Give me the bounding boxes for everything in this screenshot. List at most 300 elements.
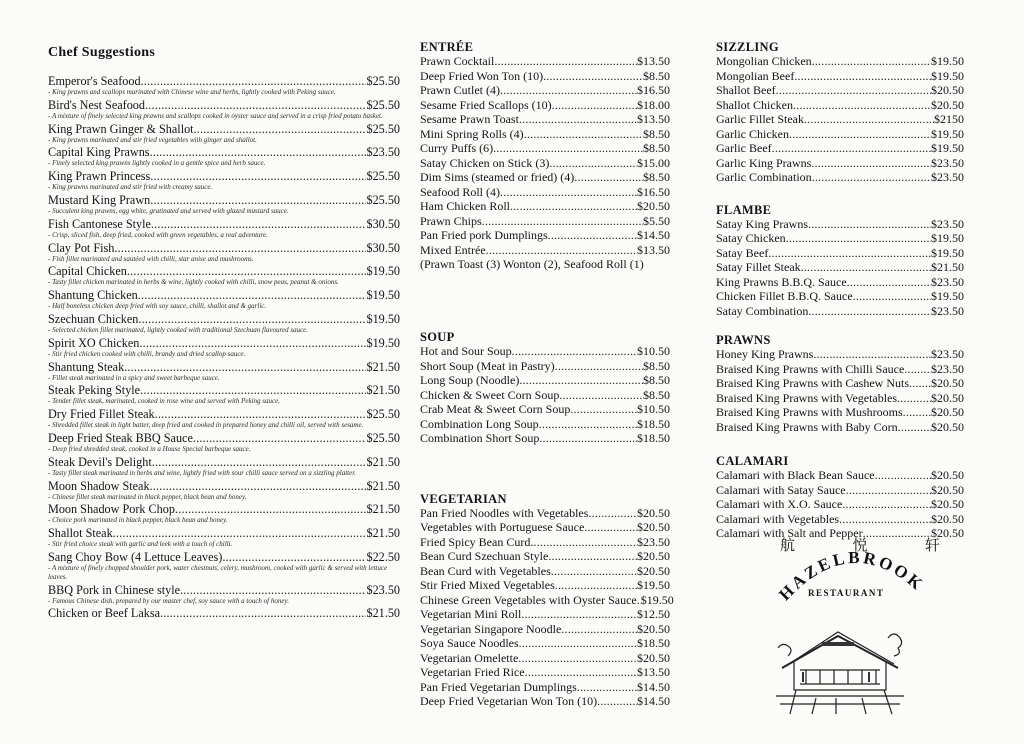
dot-leader <box>842 497 931 512</box>
item-price: $8.50 <box>643 126 670 141</box>
item-price: $20.50 <box>637 199 670 213</box>
item-price: $18.50 <box>637 636 670 650</box>
item-name: Dry Fried Fillet Steak <box>48 407 155 422</box>
dot-leader <box>543 69 643 84</box>
item-price: $30.50 <box>366 240 400 255</box>
dot-leader <box>804 112 934 127</box>
item-name: Short Soup (Meat in Pastry) <box>420 358 555 373</box>
menu-item-braised-king-prawns-with-cashew-nuts <box>716 376 964 391</box>
menu-item-moon-shadow-steak <box>48 479 400 493</box>
dot-leader <box>588 506 637 521</box>
menu-item-braised-king-prawns-with-vegetables <box>716 391 964 406</box>
item-price: $20.50 <box>931 83 964 97</box>
item-price: $23.50 <box>931 170 964 184</box>
middle-column <box>420 40 674 709</box>
item-name: Garlic Beef <box>716 141 772 155</box>
dot-leader <box>539 417 637 432</box>
logo-char-2: 悦 <box>852 536 868 554</box>
right-column <box>716 40 964 541</box>
menu-item-chinese-green-vegetables-with-oyster-sauce <box>420 592 674 608</box>
dot-leader <box>524 127 643 142</box>
menu-item-mustard-king-prawn <box>48 193 400 207</box>
menu-item-vegetarian-omelette <box>420 651 670 666</box>
menu-item-combination-short-soup <box>420 431 670 446</box>
menu-item-calamari-with-satay-sauce <box>716 483 964 498</box>
item-name: Calamari with Black Bean Sauce <box>716 468 875 482</box>
item-price: $8.50 <box>643 141 670 155</box>
item-price: $20.50 <box>931 468 964 482</box>
entree-title: ENTRÉE <box>420 40 474 54</box>
dot-leader <box>193 431 367 445</box>
item-name: Bean Curd with Vegetables <box>420 563 551 578</box>
dot-leader <box>772 141 931 156</box>
item-price: $21.50 <box>366 454 400 469</box>
prawns-list <box>716 347 964 434</box>
menu-item-mini-spring-rolls-4 <box>420 127 670 142</box>
item-description: - Fish fillet marinated and sautéed with chilli, star anise and mushrooms. <box>48 254 254 263</box>
menu-item-pan-fried-noodles-with-vegetables <box>420 506 670 521</box>
restaurant-building-icon <box>776 618 906 718</box>
item-price: $20.50 <box>931 497 964 511</box>
item-description: - Crisp, sliced fish, deep fried, cooked with green vegetables, a real adventure. <box>48 230 268 239</box>
item-price: $20.50 <box>931 405 964 419</box>
dot-leader <box>127 264 367 278</box>
item-description: - King prawns marinated and stir fried with creamy sauce. <box>48 183 213 192</box>
item-name: Braised King Prawns with Baby Corn <box>716 419 898 434</box>
menu-item-sesame-prawn-toast <box>420 112 670 127</box>
item-price: $21.50 <box>366 359 400 374</box>
dot-leader <box>151 217 367 231</box>
item-price: $21.50 <box>366 478 400 493</box>
menu-item-satay-chicken-on-stick-3 <box>420 156 670 171</box>
item-price: $21.50 <box>366 383 400 398</box>
menu-item-satay-beef <box>716 246 964 261</box>
dot-leader <box>853 289 931 304</box>
item-name: Shantung Steak <box>48 359 125 374</box>
item-price: $14.50 <box>637 228 670 242</box>
menu-item-bird-s-nest-seafood <box>48 98 400 112</box>
dot-leader <box>812 170 931 185</box>
item-name: Bean Curd Szechuan Style <box>420 549 549 563</box>
menu-item-garlic-fillet-steak <box>716 112 964 127</box>
dot-leader <box>811 156 931 171</box>
menu-item-garlic-beef <box>716 141 964 156</box>
menu-item-mongolian-chicken <box>716 54 964 69</box>
dot-leader <box>493 141 643 156</box>
item-name: Deep Fried Vegetarian Won Ton (10) <box>420 694 598 708</box>
item-name: Honey King Prawns <box>716 347 814 361</box>
item-description: - Deep fried shredded steak, cooked in a House Special barbeque sauce. <box>48 444 251 453</box>
item-name: Chicken or Beef Laksa <box>48 606 161 621</box>
dot-leader <box>548 228 637 243</box>
item-price: $19.50 <box>366 335 400 350</box>
dot-leader <box>519 636 637 651</box>
item-price: $22.50 <box>366 549 400 564</box>
menu-item-mixed-entr-e <box>420 243 670 258</box>
dot-leader <box>559 388 643 403</box>
item-name: King Prawn Princess <box>48 169 151 184</box>
item-description: - Shredded fillet steak in light batter, deep fried and cooked in prepared honey and chilli oil, served with sesame. <box>48 421 364 430</box>
item-name: Calamari with Satay Sauce <box>716 482 846 497</box>
item-price: $19.50 <box>640 592 674 607</box>
item-description: - Stir fried chicken cooked with chilli, brandy and dried scallop sauce. <box>48 349 246 358</box>
menu-item-soya-sauce-noodles <box>420 636 670 651</box>
menu-item-spirit-xo-chicken <box>48 336 400 350</box>
dot-leader <box>521 607 637 622</box>
menu-item-szechuan-chicken <box>48 312 400 326</box>
dot-leader <box>551 564 637 579</box>
item-price: $25.50 <box>366 192 400 207</box>
menu-item-deep-fried-won-ton-10 <box>420 69 670 84</box>
item-price: $25.50 <box>366 97 400 112</box>
dot-leader <box>150 169 366 183</box>
menu-item-fried-spicy-bean-curd <box>420 535 670 550</box>
item-name: Emperor's Seafood <box>48 74 141 88</box>
restaurant-logo <box>760 528 950 728</box>
dot-leader <box>530 535 637 550</box>
item-name: Shantung Chicken <box>48 288 138 303</box>
item-name: Pan Fried pork Dumplings <box>420 228 548 242</box>
item-price: $5.50 <box>643 213 670 228</box>
dot-leader <box>577 680 637 695</box>
item-price: $16.50 <box>637 83 670 97</box>
vegetarian-title: VEGETARIAN <box>420 491 507 506</box>
dot-leader <box>584 520 637 535</box>
dot-leader <box>519 112 637 127</box>
item-price: $23.50 <box>931 303 964 318</box>
dot-leader <box>574 170 643 185</box>
menu-item-curry-puffs-6 <box>420 141 670 156</box>
menu-item-sang-choy-bow-4-lettuce-leaves <box>48 550 400 564</box>
menu-item-deep-fried-steak-bbq-sauce <box>48 431 400 445</box>
item-name: Braised King Prawns with Vegetables <box>716 390 898 405</box>
menu-item-king-prawn-princess <box>48 169 400 183</box>
item-price: $10.50 <box>637 344 670 358</box>
item-price: $20.50 <box>931 511 964 526</box>
item-name: Satay Chicken on Stick (3) <box>420 155 550 170</box>
item-price: $25.50 <box>366 169 400 184</box>
menu-item-stir-fried-mixed-vegetables <box>420 578 670 593</box>
item-price: $20.50 <box>931 419 964 434</box>
dot-leader <box>813 347 931 362</box>
item-name: Shallot Steak <box>48 526 113 541</box>
menu-item-satay-chicken <box>716 231 964 246</box>
dot-leader <box>500 185 637 200</box>
item-price: $20.50 <box>931 482 964 497</box>
dot-leader <box>847 275 931 290</box>
item-name: Chicken & Sweet Corn Soup <box>420 387 560 402</box>
item-name: Garlic Chicken <box>716 126 789 141</box>
item-description: - Tasty fillet chicken marinated in herbs & wine, lightly cooked with chilli, snow peas, peanut & onions. <box>48 278 339 287</box>
dot-leader <box>150 145 367 159</box>
item-price: $20.50 <box>931 97 964 112</box>
chef-suggestions-title: Chef Suggestions <box>48 45 156 60</box>
item-description: - Stir fried choice steak with garlic and leek with a touch of chilli. <box>48 540 233 549</box>
item-name: Mixed Entrée <box>420 242 486 257</box>
menu-item-deep-fried-vegetarian-won-ton-10 <box>420 694 670 709</box>
item-price: $16.50 <box>637 184 670 199</box>
menu-item-seafood-roll-4 <box>420 185 670 200</box>
sizzling-title: SIZZLING <box>716 40 779 54</box>
item-description: - Finely selected king prawns lightly cooked in a gentle spice and herb sauce. <box>48 159 266 168</box>
item-name: Dim Sims (steamed or fried) (4) <box>420 170 575 184</box>
dot-leader <box>561 622 637 637</box>
item-name: Shallot Beef <box>716 83 776 97</box>
soup-list <box>420 344 670 446</box>
item-price: $18.00 <box>637 97 670 112</box>
dot-leader <box>597 694 637 709</box>
item-name: Mongolian Beef <box>716 68 795 83</box>
menu-item-king-prawn-ginger-shallot <box>48 122 400 136</box>
item-price: $20.50 <box>931 526 964 540</box>
item-price: $25.50 <box>366 430 400 445</box>
dot-leader <box>482 214 643 229</box>
item-price: $19.50 <box>366 311 400 326</box>
item-price: $20.50 <box>637 650 670 665</box>
dot-leader <box>555 359 643 374</box>
item-name: Calamari with Vegetables <box>716 511 840 526</box>
menu-item-bean-curd-szechuan-style <box>420 549 670 564</box>
item-price: $8.50 <box>643 387 670 402</box>
item-price: $19.50 <box>366 264 400 279</box>
dot-leader <box>776 83 931 98</box>
menu-item-vegetarian-fried-rice <box>420 665 670 680</box>
item-price: $19.50 <box>931 141 964 155</box>
item-name: Capital King Prawns <box>48 145 150 160</box>
dot-leader <box>897 391 931 406</box>
item-price: $19.50 <box>931 126 964 141</box>
menu-item-dim-sims-steamed-or-fried-4 <box>420 170 670 185</box>
item-price: $19.50 <box>366 288 400 303</box>
logo-subtitle: RESTAURANT <box>808 588 885 598</box>
dot-leader <box>552 98 637 113</box>
item-description: - Choice pork marinated in black pepper, black bean and honey. <box>48 516 228 525</box>
item-name: Satay King Prawns <box>716 216 808 231</box>
item-price: $21.50 <box>366 526 400 541</box>
menu-item-vegetarian-mini-roll <box>420 607 670 622</box>
item-price: $15.00 <box>637 155 670 170</box>
flambe-title: FLAMBE <box>716 202 772 217</box>
item-name: Deep Fried Won Ton (10) <box>420 68 544 83</box>
item-name: Moon Shadow Steak <box>48 478 150 493</box>
dot-leader <box>839 512 931 527</box>
item-name: Mini Spring Rolls (4) <box>420 126 524 141</box>
menu-item-calamari-with-x-o-sauce <box>716 497 964 512</box>
item-description: - Famous Chinese dish, prepared by our master chef, soy sauce with a touch of honey. <box>48 596 289 605</box>
item-price: $20.50 <box>931 390 964 405</box>
dot-leader <box>555 578 637 593</box>
menu-item-prawn-cutlet-4 <box>420 83 670 98</box>
item-price: $13.50 <box>637 54 670 68</box>
dot-leader <box>539 431 637 446</box>
menu-item-satay-fillet-steak <box>716 260 964 275</box>
menu-item-dry-fried-fillet-steak <box>48 407 400 421</box>
menu-item-prawn-chips <box>420 214 670 229</box>
item-name: BBQ Pork in Chinese style <box>48 582 181 597</box>
item-name: Ham Chicken Roll <box>420 199 510 213</box>
dot-leader <box>138 312 366 326</box>
menu-item-combination-long-soup <box>420 417 670 432</box>
menu-item-chicken-fillet-b-b-q-sauce <box>716 289 964 304</box>
item-name: Seafood Roll (4) <box>420 184 500 199</box>
dot-leader <box>786 231 931 246</box>
item-price: $20.50 <box>637 621 670 636</box>
dot-leader <box>518 651 637 666</box>
item-description: - King prawns marinated and stir fried vegetables with ginger and shallot. <box>48 135 257 144</box>
item-description: - Tasty fillet steak marinated in herbs and wine, lightly fried with sour chilli sauce served on a sizzling platter. <box>48 468 356 477</box>
item-name: Sang Choy Bow (4 Lettuce Leaves) <box>48 549 223 564</box>
item-name: Braised King Prawns with Mushrooms <box>716 405 903 419</box>
menu-item-sesame-fried-scallops-10 <box>420 98 670 113</box>
item-name: Prawn Cutlet (4) <box>420 83 500 97</box>
item-price: $19.50 <box>931 289 964 303</box>
dot-leader <box>903 405 931 420</box>
item-price: $21.50 <box>366 606 400 621</box>
item-name: Spirit XO Chicken <box>48 335 140 350</box>
item-name: Combination Short Soup <box>420 431 540 445</box>
menu-item-shallot-chicken <box>716 98 964 113</box>
menu-item-emperor-s-seafood <box>48 74 400 88</box>
menu-item-garlic-king-prawns <box>716 156 964 171</box>
item-price: $13.50 <box>637 665 670 679</box>
item-price: $20.50 <box>637 563 670 578</box>
item-price: $23.50 <box>637 534 670 549</box>
dot-leader <box>194 122 367 136</box>
dot-leader <box>808 217 931 232</box>
menu-item-fish-cantonese-style <box>48 217 400 231</box>
item-description: - Selected chicken fillet marinated, lightly cooked with traditional Szechuan flavoured sauce. <box>48 325 309 334</box>
menu-item-capital-king-prawns <box>48 145 400 159</box>
dot-leader <box>801 260 931 275</box>
item-name: King Prawns B.B.Q. Sauce <box>716 274 847 289</box>
item-price: $19.50 <box>931 54 964 68</box>
mixed-entree-note: (Prawn Toast (3) Wonton (2), Seafood Roll (1) <box>420 257 644 271</box>
dot-leader <box>114 241 366 255</box>
menu-item-ham-chicken-roll <box>420 199 670 214</box>
item-name: Vegetarian Mini Roll <box>420 607 522 621</box>
dot-leader <box>789 127 931 142</box>
menu-item-steak-peking-style <box>48 383 400 397</box>
item-name: Steak Devil's Delight <box>48 454 152 469</box>
item-name: Braised King Prawns with Cashew Nuts <box>716 376 909 390</box>
item-price: $12.50 <box>637 607 670 621</box>
item-name: Szechuan Chicken <box>48 311 139 326</box>
item-price: $14.50 <box>637 694 670 708</box>
dot-leader <box>909 376 931 391</box>
menu-item-garlic-combination <box>716 170 964 185</box>
dot-leader <box>175 502 367 516</box>
menu-item-hot-and-sour-soup <box>420 344 670 359</box>
item-name: Capital Chicken <box>48 264 127 279</box>
dot-leader <box>155 407 367 421</box>
dot-leader <box>808 304 931 319</box>
dot-leader <box>548 549 637 564</box>
item-name: Satay Fillet Steak <box>716 260 801 274</box>
item-name: Garlic Combination <box>716 170 812 184</box>
item-name: Steak Peking Style <box>48 383 141 398</box>
item-name: Sesame Fried Scallops (10) <box>420 97 552 112</box>
dot-leader <box>180 583 366 597</box>
item-name: Stir Fried Mixed Vegetables <box>420 578 555 592</box>
item-price: $20.50 <box>637 549 670 563</box>
item-name: Mustard King Prawn <box>48 192 151 207</box>
menu-item-prawn-cocktail <box>420 54 670 69</box>
menu-item-honey-king-prawns <box>716 347 964 362</box>
menu-item-satay-combination <box>716 304 964 319</box>
item-price: $13.50 <box>637 112 670 126</box>
item-name: Calamari with X.O. Sauce <box>716 497 843 511</box>
chef-suggestions-column <box>48 44 400 620</box>
dot-leader <box>519 373 643 388</box>
item-price: $20.50 <box>637 520 670 534</box>
menu-item-calamari-with-black-bean-sauce <box>716 468 964 483</box>
menu-item-capital-chicken <box>48 264 400 278</box>
item-price: $30.50 <box>366 216 400 231</box>
logo-name-arc <box>760 528 950 618</box>
menu-item-chicken-sweet-corn-soup <box>420 388 670 403</box>
menu-item-pan-fried-vegetarian-dumplings <box>420 680 670 695</box>
item-name: Bird's Nest Seafood <box>48 97 145 112</box>
dot-leader <box>150 479 367 493</box>
item-name: Chinese Green Vegetables with Oyster Sauce <box>420 592 637 607</box>
menu-item-pan-fried-pork-dumplings <box>420 228 670 243</box>
item-price: $10.50 <box>637 402 670 416</box>
item-name: Fish Cantonese Style <box>48 216 151 231</box>
item-description: - Tender fillet steak, marinated, cooked in rose wine and served with Peking sauce. <box>48 397 280 406</box>
item-price: $20.50 <box>637 505 670 520</box>
item-name: Clay Pot Fish <box>48 240 115 255</box>
dot-leader <box>875 468 931 483</box>
chef-suggestions-list <box>48 74 400 620</box>
item-price: $21.50 <box>931 260 964 274</box>
prawns-title: PRAWNS <box>716 333 771 347</box>
menu-item-mongolian-beef <box>716 69 964 84</box>
item-name: Hot and Sour Soup <box>420 344 512 358</box>
item-name: Deep Fried Steak BBQ Sauce <box>48 430 193 445</box>
item-price: $18.50 <box>637 416 670 431</box>
entree-list <box>420 54 670 257</box>
item-description: - A mixture of finely chopped shoulder pork, water chestnuts, celery, mushroom, cooked with garlic & served with lettuce leaves. <box>48 563 388 581</box>
calamari-title: CALAMARI <box>716 454 789 468</box>
item-price: $8.50 <box>643 358 670 373</box>
dot-leader <box>124 360 366 374</box>
menu-item-short-soup-meat-in-pastry <box>420 359 670 374</box>
item-price: $8.50 <box>643 170 670 184</box>
dot-leader <box>139 336 366 350</box>
dot-leader <box>549 156 637 171</box>
item-price: $23.50 <box>931 347 964 361</box>
item-name: Pan Fried Vegetarian Dumplings <box>420 679 577 694</box>
menu-item-calamari-with-vegetables <box>716 512 964 527</box>
item-name: Chicken Fillet B.B.Q. Sauce <box>716 289 853 303</box>
item-name: Soya Sauce Noodles <box>420 636 519 650</box>
menu-item-shantung-chicken <box>48 288 400 302</box>
menu-item-long-soup-noodle <box>420 373 670 388</box>
item-price: $8.50 <box>643 373 670 387</box>
menu-item-braised-king-prawns-with-chilli-sauce <box>716 362 964 377</box>
menu-item-braised-king-prawns-with-baby-corn <box>716 420 964 435</box>
menu-item-vegetarian-singapore-noodle <box>420 622 670 637</box>
dot-leader <box>812 54 931 69</box>
item-name: Garlic King Prawns <box>716 155 812 170</box>
item-name: Shallot Chicken <box>716 97 793 112</box>
item-name: Mongolian Chicken <box>716 54 812 68</box>
item-name: Prawn Chips <box>420 213 482 228</box>
item-price: $25.50 <box>366 74 400 88</box>
item-price: $21.50 <box>366 502 400 517</box>
item-price: $23.50 <box>366 145 400 160</box>
dot-leader <box>846 483 931 498</box>
